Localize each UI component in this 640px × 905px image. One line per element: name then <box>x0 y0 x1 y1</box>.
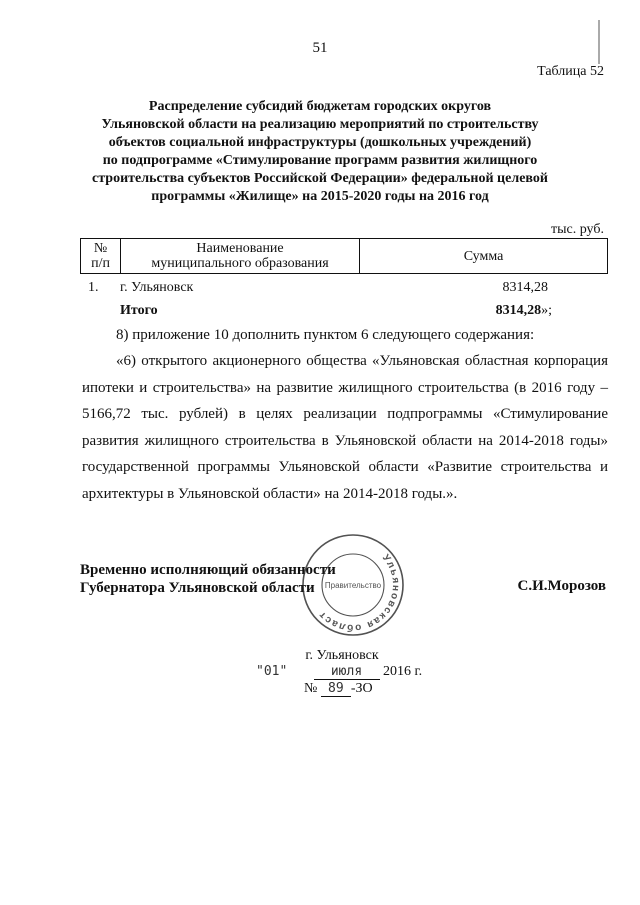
title-line: строительства субъектов Российской Федерации» федеральной целевой <box>92 171 548 186</box>
header-name-line2: муниципального образования <box>151 256 329 271</box>
title-line: объектов социальной инфраструктуры (дошкольных учреждений) <box>108 135 532 150</box>
signatory-title-line: Губернатора Ульяновской области <box>80 580 315 596</box>
document-date <box>256 664 422 680</box>
stamp-ring-text: Ульяновская област <box>316 552 402 634</box>
amendment-text: «6) открытого акционерного общества «Ульяновская областная корпорация ипотеки и строительства» на развитие жилищного строительства (в 2016 году – 5166,72 тыс. рублей) в целях реализации подпрограммы «Стимулирование развития жилищного строительства в Ульяновской области на 2014-2018 годы» государственной программы Ульяновской области «Развитие строительства и архитектуры в Ульяновской области» на 2014-2018 годы.». <box>82 353 608 502</box>
header-name <box>121 239 360 274</box>
header-sum: Сумма <box>360 239 608 274</box>
title-line: по подпрограмме «Стимулирование программ развития жилищного <box>102 153 538 168</box>
page-number: 51 <box>312 40 328 56</box>
title-line: Ульяновской области на реализацию мероприятий по строительству <box>101 117 539 132</box>
signatory-name: С.И.Морозов <box>517 578 606 594</box>
number-value: 89 <box>321 681 351 697</box>
total-value: 8314,28 <box>495 303 542 318</box>
title-line: Распределение субсидий бюджетам городских округов <box>148 99 492 114</box>
row-number: 1. <box>88 280 99 295</box>
number-suffix: -ЗО <box>350 681 373 696</box>
total-suffix: »; <box>541 303 552 318</box>
number-prefix: № <box>304 681 318 696</box>
table-label: Таблица 52 <box>537 64 604 79</box>
total-label: Итого <box>120 303 158 318</box>
date-month: июля <box>314 664 380 680</box>
document-title <box>60 98 580 206</box>
date-day: "01" <box>256 664 288 679</box>
header-number-line1: № <box>93 241 108 256</box>
units-label: тыс. руб. <box>551 222 604 237</box>
header-number-line2: п/п <box>91 256 110 271</box>
official-stamp-seal <box>298 530 408 640</box>
document-number <box>304 681 373 697</box>
table-header-row <box>81 239 608 274</box>
document-city: г. Ульяновск <box>305 648 379 663</box>
title-line: программы «Жилище» на 2015-2020 годы на 2016 год <box>151 189 489 204</box>
signatory-title-line: Временно исполняющий обязанности <box>80 562 336 578</box>
stamp-center-text: Правительство <box>324 581 382 590</box>
amendment-paragraph: 8) приложение 10 дополнить пунктом 6 следующего содержания: <box>116 327 535 343</box>
header-name-line1: Наименование <box>196 241 284 256</box>
row-municipality: г. Ульяновск <box>120 280 194 295</box>
header-number <box>81 239 121 274</box>
subsidy-table <box>80 238 608 274</box>
total-value-line <box>440 303 552 319</box>
row-sum: 8314,28 <box>502 280 548 295</box>
date-year: 2016 г. <box>383 664 423 679</box>
